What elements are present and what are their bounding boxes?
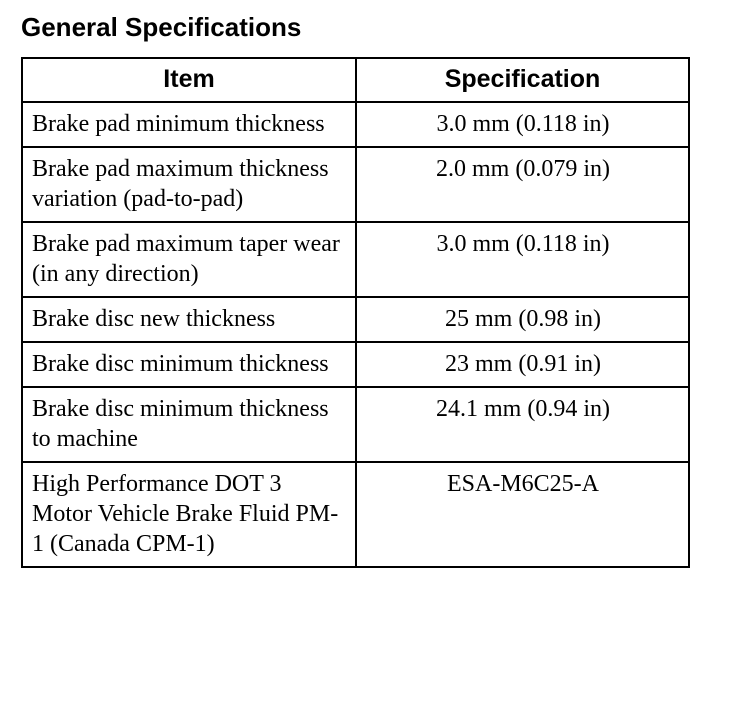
table-row [22,222,689,297]
table-header-row [22,58,689,102]
specification-cell: 23 mm (0.91 in) [356,342,689,387]
specification-cell: ESA-M6C25-A [356,462,689,567]
item-cell: Brake disc new thickness [22,297,356,342]
item-cell: Brake pad maximum taper wear (in any direction) [22,222,356,297]
item-cell: Brake disc minimum thickness [22,342,356,387]
table-row [22,342,689,387]
table-row [22,147,689,222]
column-header-specification: Specification [356,58,689,102]
item-cell: Brake pad minimum thickness [22,102,356,147]
table-row [22,102,689,147]
specification-cell: 25 mm (0.98 in) [356,297,689,342]
item-cell: Brake pad maximum thickness variation (pad-to-pad) [22,147,356,222]
column-header-item: Item [22,58,356,102]
specification-cell: 24.1 mm (0.94 in) [356,387,689,462]
table-row [22,297,689,342]
table-row [22,462,689,567]
table-row [22,387,689,462]
item-cell: Brake disc minimum thickness to machine [22,387,356,462]
specifications-table [21,57,690,568]
specification-cell: 2.0 mm (0.079 in) [356,147,689,222]
specification-cell: 3.0 mm (0.118 in) [356,102,689,147]
page-title: General Specifications [21,12,302,42]
item-cell: High Performance DOT 3 Motor Vehicle Brake Fluid PM-1 (Canada CPM-1) [22,462,356,567]
specification-cell: 3.0 mm (0.118 in) [356,222,689,297]
